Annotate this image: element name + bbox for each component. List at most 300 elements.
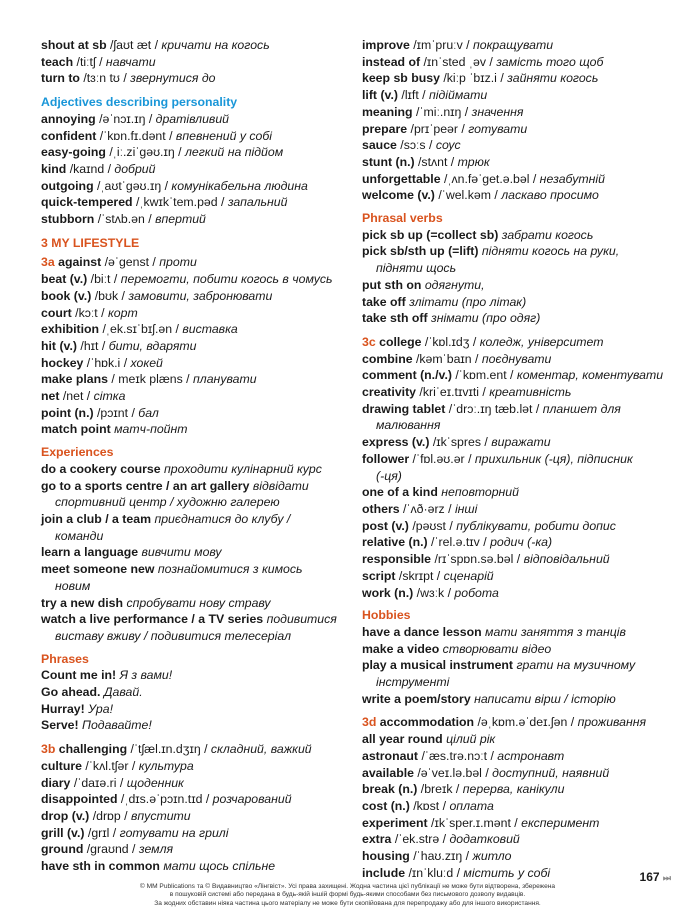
headword: one of a kind bbox=[362, 485, 438, 500]
vocab-entry bbox=[41, 841, 353, 858]
vocab-entry bbox=[362, 54, 678, 71]
translation: кричати на когось bbox=[161, 38, 270, 52]
translation: робота bbox=[454, 585, 499, 600]
headword: post (v.) bbox=[362, 518, 409, 533]
vocab-entry bbox=[41, 111, 353, 128]
pronunciation: /ˈkɒm.ent / bbox=[451, 368, 517, 383]
right-column bbox=[362, 37, 678, 881]
translation: спортивний центр / художню галерею bbox=[55, 495, 280, 510]
translation: створювати відео bbox=[442, 641, 552, 656]
vocab-entry bbox=[362, 501, 678, 518]
headword: easy-going bbox=[41, 145, 106, 160]
headword: others bbox=[362, 501, 400, 516]
headword: do a cookery course bbox=[41, 461, 161, 476]
spacer bbox=[41, 87, 353, 94]
vocab-entry bbox=[41, 825, 353, 842]
headword: teach bbox=[41, 54, 74, 69]
headword: Serve! bbox=[41, 718, 79, 733]
headword: Go ahead. bbox=[41, 685, 101, 700]
pronunciation: /əˈveɪ.lə.bəl / bbox=[413, 765, 493, 780]
translation: культура bbox=[138, 758, 194, 773]
translation: Давай. bbox=[103, 685, 143, 700]
pronunciation: /ˌaʊtˈɡəʊ.ɪŋ / bbox=[93, 178, 172, 193]
vocab-entry bbox=[41, 421, 353, 438]
headword: instead of bbox=[362, 54, 421, 69]
vocab-entry bbox=[362, 534, 678, 551]
pronunciation: /prɪˈpeər / bbox=[407, 121, 469, 136]
translation: спробувати нову страву bbox=[126, 595, 271, 610]
vocab-entry bbox=[362, 731, 678, 748]
translation: експеримент bbox=[521, 815, 600, 830]
vocab-entry bbox=[362, 277, 678, 294]
vocab-entry bbox=[362, 585, 678, 602]
translation: впертий bbox=[155, 212, 206, 227]
headword: follower bbox=[362, 451, 410, 466]
vocab-entry bbox=[362, 121, 678, 138]
pronunciation: /əˈɡenst / bbox=[101, 255, 160, 270]
headword: keep sb busy bbox=[362, 71, 440, 86]
translation: Я з вами! bbox=[119, 668, 173, 683]
vocab-entry bbox=[362, 624, 678, 641]
page-number-block bbox=[640, 870, 669, 884]
vocab-entry bbox=[362, 641, 678, 658]
pronunciation: /kiːp ˈbɪz.i / bbox=[439, 71, 508, 86]
headword: stubborn bbox=[41, 212, 95, 227]
headword: extra bbox=[362, 832, 392, 847]
pronunciation: /ˈhɒk.i / bbox=[83, 355, 131, 370]
pronunciation: /kɒst / bbox=[409, 798, 450, 813]
vocab-entry bbox=[41, 305, 353, 322]
headword: kind bbox=[41, 161, 67, 176]
headword: try a new dish bbox=[41, 595, 124, 610]
pronunciation: /ˈrel.ə.tɪv / bbox=[427, 535, 491, 550]
vocab-entry bbox=[41, 775, 353, 792]
headword: hit (v.) bbox=[41, 338, 77, 353]
vocab-entry bbox=[41, 144, 353, 161]
translation: коледж, університет bbox=[479, 334, 604, 349]
headword: available bbox=[362, 765, 414, 780]
translation: планшет для bbox=[542, 401, 621, 416]
pronunciation: /ˌkwɪkˈtem.pəd / bbox=[132, 195, 228, 210]
translation: знімати (про одяг) bbox=[431, 311, 541, 326]
pronunciation: /breɪk / bbox=[417, 782, 463, 797]
vocab-entry bbox=[41, 595, 353, 612]
translation: інструменті bbox=[376, 675, 450, 690]
headword: put sth on bbox=[362, 277, 422, 292]
translation: мати щось спільне bbox=[163, 859, 276, 874]
pronunciation: /ɪkˈsper.ɪ.mənt / bbox=[427, 815, 522, 830]
headword: disappointed bbox=[41, 792, 118, 807]
translation: виражати bbox=[491, 435, 551, 450]
pronunciation: /lɪft / bbox=[397, 88, 430, 103]
vocab-entry bbox=[362, 384, 678, 401]
translation: впевнений у собі bbox=[175, 128, 273, 143]
headword: exhibition bbox=[41, 322, 100, 337]
spacer bbox=[41, 734, 353, 741]
translation: житло bbox=[472, 849, 512, 864]
headword: Count me in! bbox=[41, 668, 117, 683]
pronunciation: /net / bbox=[59, 389, 94, 404]
translation: зайняти когось bbox=[507, 71, 599, 86]
translation: поєднувати bbox=[481, 351, 552, 366]
headword: hockey bbox=[41, 355, 84, 370]
entry-continuation bbox=[362, 260, 678, 277]
pronunciation: /kriˈeɪ.tɪvɪti / bbox=[416, 385, 490, 400]
headword: meet someone new bbox=[41, 562, 155, 577]
pronunciation: / meɪk plæns / bbox=[108, 372, 194, 387]
vocab-entry bbox=[41, 544, 353, 561]
pronunciation: /əˌkɒm.əˈdeɪ.ʃən / bbox=[474, 715, 578, 730]
pronunciation: /biːt / bbox=[87, 272, 121, 287]
headword: work (n.) bbox=[362, 585, 414, 600]
headword: play a musical instrument bbox=[362, 658, 514, 673]
translation: (-ця) bbox=[376, 468, 402, 483]
pronunciation: /ʃaʊt æt / bbox=[106, 38, 162, 52]
headword: beat (v.) bbox=[41, 272, 88, 287]
headword: pick sb/sth up (=lift) bbox=[362, 244, 479, 259]
pronunciation: /ˈkɒn.fɪ.dənt / bbox=[96, 128, 176, 143]
page-number: 167 bbox=[639, 870, 660, 884]
pronunciation: /ˈwel.kəm / bbox=[434, 188, 502, 203]
vocab-entry bbox=[41, 511, 353, 528]
vocab-entry bbox=[362, 351, 678, 368]
pronunciation: /ˈdrɔː.ɪŋ tæb.lət / bbox=[445, 401, 543, 416]
translation: познайомитися з кимось bbox=[157, 562, 303, 577]
headword: unforgettable bbox=[362, 171, 441, 186]
headword: cost (n.) bbox=[362, 798, 410, 813]
headword: court bbox=[41, 305, 72, 320]
translation: готувати bbox=[468, 121, 528, 136]
vocab-entry bbox=[41, 54, 353, 71]
vocab-entry bbox=[41, 371, 353, 388]
pronunciation: /ˌek.sɪˈbɪʃ.ən / bbox=[99, 322, 183, 337]
translation: бал bbox=[138, 405, 159, 420]
headword: college bbox=[379, 334, 422, 349]
vocab-entry bbox=[362, 451, 678, 468]
headword: drawing tablet bbox=[362, 401, 446, 416]
vocab-entry bbox=[362, 865, 678, 882]
translation: містить у собі bbox=[463, 865, 551, 880]
translation: одягнути, bbox=[424, 277, 485, 292]
translation: підіймати bbox=[429, 88, 488, 103]
vocab-entry bbox=[362, 171, 678, 188]
translation: вивчити мову bbox=[141, 545, 222, 560]
translation: сценарій bbox=[443, 568, 494, 583]
vocab-entry bbox=[362, 154, 678, 171]
translation: соус bbox=[435, 138, 461, 153]
translation: Подавайте! bbox=[82, 718, 152, 733]
pronunciation: /sɔːs / bbox=[396, 138, 436, 153]
translation: підняти когось на руки, bbox=[481, 244, 620, 259]
translation: корт bbox=[107, 305, 138, 320]
headword: welcome (v.) bbox=[362, 188, 435, 203]
translation: планувати bbox=[193, 372, 257, 387]
vocab-entry bbox=[362, 781, 678, 798]
pronunciation: /ˈkɒl.ɪdʒ / bbox=[421, 334, 480, 349]
translation: коментар, коментувати bbox=[516, 368, 664, 383]
vocab-entry bbox=[41, 717, 353, 734]
vocab-entry bbox=[41, 178, 353, 195]
vocab-entry bbox=[41, 611, 353, 628]
translation: приєднатися до клубу / bbox=[154, 511, 291, 526]
pronunciation: /ˈʌð·ərz / bbox=[399, 501, 455, 516]
spacer bbox=[41, 228, 353, 235]
pronunciation: /stʌnt / bbox=[414, 154, 458, 169]
translation: готувати на грилі bbox=[119, 825, 229, 840]
vocab-entry bbox=[41, 338, 353, 355]
section-heading: 3 MY LIFESTYLE bbox=[41, 235, 140, 250]
pronunciation: /ˈkʌl.tʃər / bbox=[82, 758, 139, 773]
headword: write a poem/story bbox=[362, 691, 471, 706]
headword: responsible bbox=[362, 552, 432, 567]
headword: housing bbox=[362, 849, 410, 864]
headword: quick-tempered bbox=[41, 195, 133, 210]
vocab-entry bbox=[362, 831, 678, 848]
headword: stunt (n.) bbox=[362, 154, 415, 169]
translation: навчати bbox=[105, 54, 156, 69]
vocab-entry bbox=[362, 748, 678, 765]
vocab-entry bbox=[41, 791, 353, 808]
vocab-entry bbox=[41, 271, 353, 288]
pronunciation: /rɪˈspɒn.sə.bəl / bbox=[431, 552, 524, 567]
translation: сітка bbox=[93, 389, 126, 404]
entry-continuation bbox=[362, 674, 678, 691]
headword: Hurray! bbox=[41, 701, 85, 716]
translation: складний, важкий bbox=[210, 742, 312, 757]
translation: ласкаво просимо bbox=[501, 188, 599, 203]
vocab-entry bbox=[362, 37, 678, 54]
vocab-entry bbox=[362, 568, 678, 585]
translation: команди bbox=[55, 528, 104, 543]
headword: prepare bbox=[362, 121, 408, 136]
vocab-entry bbox=[362, 551, 678, 568]
vocab-entry bbox=[41, 684, 353, 701]
vocab-entry bbox=[362, 714, 678, 731]
translation: Ура! bbox=[88, 701, 113, 716]
spacer bbox=[362, 327, 678, 334]
section-heading: Phrases bbox=[41, 651, 89, 666]
vocab-entry bbox=[362, 227, 678, 244]
translation: астронавт bbox=[497, 748, 565, 763]
translation: оплата bbox=[449, 798, 494, 813]
translation: новим bbox=[55, 578, 91, 593]
pronunciation: /ˈstʌb.ən / bbox=[94, 212, 156, 227]
headword: express (v.) bbox=[362, 435, 430, 450]
vocab-entry bbox=[41, 858, 353, 875]
headword: match point bbox=[41, 422, 111, 437]
translation: трюк bbox=[457, 154, 490, 169]
vocab-entry bbox=[41, 561, 353, 578]
vocab-entry bbox=[362, 484, 678, 501]
pronunciation: /ˈhaʊ.zɪŋ / bbox=[409, 849, 473, 864]
headword: meaning bbox=[362, 104, 413, 119]
headword: grill (v.) bbox=[41, 825, 85, 840]
pronunciation: /kəmˈbaɪn / bbox=[412, 351, 482, 366]
vocab-entry bbox=[362, 104, 678, 121]
headword: pick sb up (=collect sb) bbox=[362, 227, 499, 242]
headword: combine bbox=[362, 351, 413, 366]
headword: improve bbox=[362, 38, 410, 52]
headword: break (n.) bbox=[362, 782, 418, 797]
pronunciation: /ɪnˈkluːd / bbox=[405, 865, 464, 880]
vocab-entry bbox=[41, 667, 353, 684]
entry-continuation bbox=[41, 628, 353, 645]
headword: make plans bbox=[41, 372, 108, 387]
translation: мати заняття з танців bbox=[485, 624, 626, 639]
pronunciation: /wɜːk / bbox=[413, 585, 455, 600]
vocab-entry bbox=[41, 461, 353, 478]
unit-label: 3c bbox=[362, 334, 376, 349]
translation: прихильник (-ця), підписник bbox=[474, 451, 633, 466]
translation: проти bbox=[159, 255, 197, 270]
unit-label: 3b bbox=[41, 742, 56, 757]
vocab-entry bbox=[362, 657, 678, 674]
translation: щоденник bbox=[126, 775, 184, 790]
translation: бити, вдаряти bbox=[108, 338, 197, 353]
unit-label: 3d bbox=[362, 715, 377, 730]
vocab-entry bbox=[362, 798, 678, 815]
headword: turn to bbox=[41, 71, 80, 86]
spacer bbox=[362, 707, 678, 714]
vocab-entry bbox=[41, 758, 353, 775]
translation: замість того щоб bbox=[496, 54, 604, 69]
entry-continuation bbox=[362, 417, 678, 434]
vocab-entry bbox=[41, 808, 353, 825]
pronunciation: /kaɪnd / bbox=[66, 161, 115, 176]
translation: грати на музичному bbox=[516, 658, 636, 673]
headword: sauce bbox=[362, 138, 397, 153]
vocab-entry bbox=[362, 848, 678, 865]
vocab-entry bbox=[362, 434, 678, 451]
headword: take off bbox=[362, 294, 406, 309]
vocab-entry bbox=[41, 254, 353, 271]
copyright-line: За жодних обставин ніяка частина цього матеріалу не може бути скопійована для перепродажу або для іншого використання. bbox=[154, 899, 541, 907]
headword: make a video bbox=[362, 641, 440, 656]
translation: креативність bbox=[489, 385, 572, 400]
translation: публікувати, робити допис bbox=[456, 518, 616, 533]
pronunciation: /tiːtʃ / bbox=[73, 54, 106, 69]
translation: забрати когось bbox=[501, 227, 594, 242]
headword: book (v.) bbox=[41, 288, 92, 303]
headword: have sth in common bbox=[41, 859, 160, 874]
translation: цілий рік bbox=[446, 732, 496, 747]
pronunciation: /skrɪpt / bbox=[395, 568, 444, 583]
translation: комунікабельна людина bbox=[171, 178, 308, 193]
vocab-entry bbox=[362, 187, 678, 204]
headword: diary bbox=[41, 775, 71, 790]
pronunciation: /ˌʌn.fəˈɡet.ə.bəl / bbox=[440, 171, 540, 186]
pronunciation: /pəʊst / bbox=[408, 518, 457, 533]
headword: relative (n.) bbox=[362, 535, 428, 550]
headword: take sth off bbox=[362, 311, 428, 326]
translation: звернутися до bbox=[130, 71, 216, 86]
vocab-entry bbox=[41, 37, 353, 54]
headword: include bbox=[362, 865, 406, 880]
vocab-entry bbox=[41, 355, 353, 372]
vocab-entry bbox=[41, 321, 353, 338]
vocab-entry bbox=[362, 765, 678, 782]
section-heading: Phrasal verbs bbox=[362, 211, 443, 226]
pronunciation: /əˈnɔɪ.ɪŋ / bbox=[95, 111, 156, 126]
headword: accommodation bbox=[379, 715, 475, 730]
vocab-entry bbox=[41, 70, 353, 87]
headword: shout at sb bbox=[41, 38, 107, 52]
pronunciation: /ˈæs.trə.nɔːt / bbox=[418, 748, 498, 763]
vocab-entry bbox=[362, 70, 678, 87]
pronunciation: /kɔːt / bbox=[71, 305, 108, 320]
vocab-entry bbox=[362, 518, 678, 535]
translation: перерва, канікули bbox=[462, 782, 565, 797]
copyright-notice bbox=[0, 883, 695, 908]
translation: значення bbox=[471, 104, 524, 119]
vocab-entry bbox=[362, 401, 678, 418]
translation: перемогти, побити когось в чомусь bbox=[120, 272, 333, 287]
left-column bbox=[41, 37, 353, 875]
headword: annoying bbox=[41, 111, 96, 126]
translation: підняти щось bbox=[376, 261, 457, 276]
vocab-entry bbox=[41, 194, 353, 211]
vocab-entry bbox=[362, 310, 678, 327]
vocab-entry bbox=[41, 701, 353, 718]
translation: дратівливий bbox=[155, 111, 230, 126]
vocab-entry bbox=[362, 87, 678, 104]
translation: впустити bbox=[130, 808, 191, 823]
subsection-heading: Adjectives describing personality bbox=[41, 95, 238, 110]
headword: script bbox=[362, 568, 396, 583]
headword: outgoing bbox=[41, 178, 94, 193]
headword: learn a language bbox=[41, 545, 139, 560]
headword: comment (n./v.) bbox=[362, 368, 452, 383]
headword: join a club / a team bbox=[41, 511, 152, 526]
pronunciation: /pɔɪnt / bbox=[93, 405, 139, 420]
headword: against bbox=[58, 255, 102, 270]
vocab-entry bbox=[362, 691, 678, 708]
translation: проходити кулінарний курс bbox=[164, 461, 322, 476]
vocab-entry bbox=[362, 815, 678, 832]
headword: lift (v.) bbox=[362, 88, 398, 103]
translation: покращувати bbox=[472, 38, 554, 52]
translation: доступний, наявний bbox=[492, 765, 610, 780]
pronunciation: /hɪt / bbox=[76, 338, 109, 353]
headword: challenging bbox=[58, 742, 128, 757]
vocab-entry bbox=[41, 478, 353, 495]
headword: ground bbox=[41, 842, 84, 857]
headword: go to a sports centre / an art gallery bbox=[41, 478, 250, 493]
vocab-entry bbox=[41, 161, 353, 178]
entry-continuation bbox=[41, 494, 353, 511]
copyright-line: в пошуковій системі або передана в будь-якій іншій формі будь-якими способами без письмового дозволу видавців. bbox=[169, 891, 526, 899]
entry-continuation bbox=[41, 578, 353, 595]
section-heading: Hobbies bbox=[362, 608, 411, 623]
translation: злітати (про літак) bbox=[409, 294, 527, 309]
pronunciation: /ɪmˈpruːv / bbox=[409, 38, 473, 52]
vocab-entry bbox=[362, 137, 678, 154]
vocab-entry bbox=[41, 128, 353, 145]
translation: легкий на підйом bbox=[184, 145, 284, 160]
pronunciation: /drɒp / bbox=[89, 808, 131, 823]
section-heading: Experiences bbox=[41, 445, 114, 460]
translation: проживання bbox=[577, 715, 647, 730]
translation: хокей bbox=[130, 355, 163, 370]
translation: розчарований bbox=[212, 792, 292, 807]
pronunciation: /ˈdaɪə.ri / bbox=[70, 775, 127, 790]
pronunciation: /ˌdɪs.əˈpɔɪn.tɪd / bbox=[117, 792, 213, 807]
headword: drop (v.) bbox=[41, 808, 90, 823]
headword: astronaut bbox=[362, 748, 419, 763]
translation: виставка bbox=[182, 322, 238, 337]
pronunciation: /tɜːn tʊ / bbox=[79, 71, 131, 86]
vocab-entry bbox=[41, 288, 353, 305]
